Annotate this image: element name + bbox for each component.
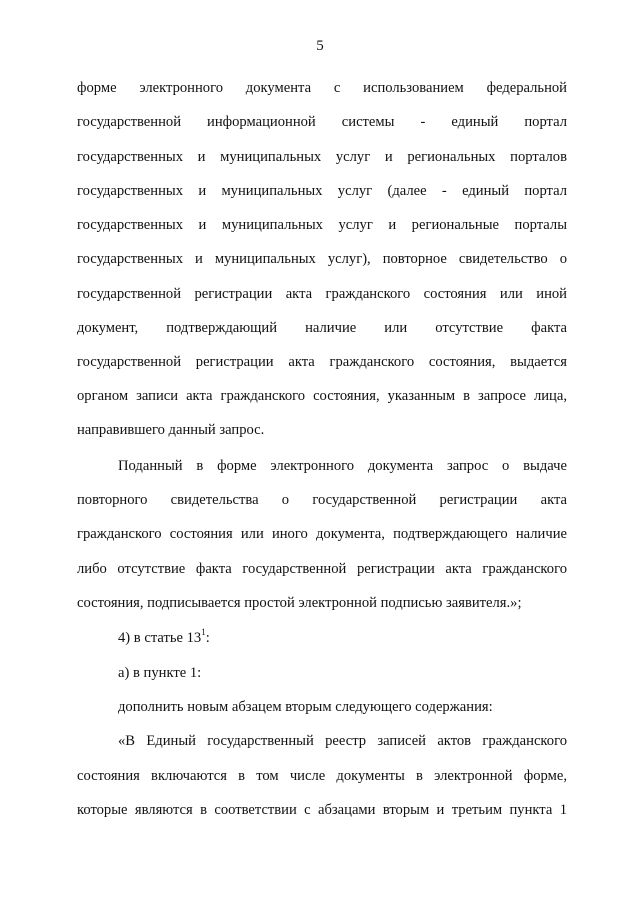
article-superscript: 1 [201, 627, 206, 638]
text-line-8: документ, подтверждающий наличие или отсутствие факта [77, 320, 567, 336]
text-line-6: государственных и муниципальных услуг), повторное свидетельство о [77, 251, 567, 267]
text-line-2: государственной информационной системы - единый портал [77, 114, 567, 130]
text-line-7: государственной регистрации акта гражданского состояния или иной [77, 286, 567, 302]
text-line-5: государственных и муниципальных услуг и региональные порталы [77, 217, 567, 233]
quote-line-3: которые являются в соответствии с абзацами вторым и третьим пункта 1 [77, 802, 567, 818]
page-number: 5 [316, 38, 324, 54]
text-line-14: гражданского состояния или иного документа, подтверждающего наличие [77, 526, 567, 542]
text-line-4: государственных и муниципальных услуг (далее - единый портал [77, 183, 567, 199]
text-line-1: форме электронного документа с использованием федеральной [77, 80, 567, 96]
text-line-15: либо отсутствие факта государственной регистрации акта гражданского [77, 561, 567, 577]
quote-line-1: «В Единый государственный реестр записей актов гражданского [118, 733, 567, 749]
text-line-10: органом записи акта гражданского состояния, указанным в запросе лица, [77, 388, 567, 404]
text-line-3: государственных и муниципальных услуг и региональных порталов [77, 149, 567, 165]
amendment-intro: дополнить новым абзацем вторым следующего содержания: [118, 699, 493, 715]
text-line-16: состояния, подписывается простой электронной подписью заявителя.»; [77, 595, 522, 611]
text-line-12: Поданный в форме электронного документа запрос о выдаче [118, 458, 567, 474]
subitem-a: а) в пункте 1: [118, 665, 202, 681]
text-line-13: повторного свидетельства о государственной регистрации акта [77, 492, 567, 508]
text-line-11: направившего данный запрос. [77, 422, 265, 438]
quote-line-2: состояния включаются в том числе документы в электронной форме, [77, 768, 567, 784]
article-item-4-text: 4) в статье 13 [118, 630, 202, 646]
article-item-4 [118, 628, 567, 648]
text-line-9: государственной регистрации акта гражданского состояния, выдается [77, 354, 567, 370]
article-item-4-colon: : [205, 630, 210, 646]
